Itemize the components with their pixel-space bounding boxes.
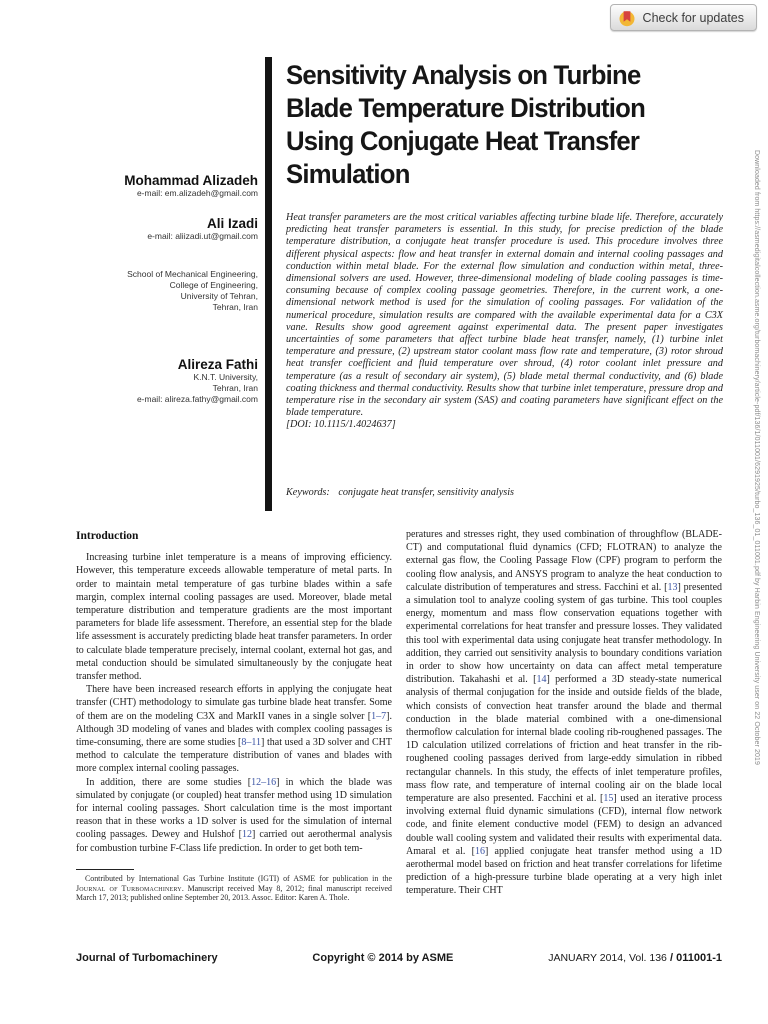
- paragraph-text: ] performed a 3D steady-state numerical analysis of thermal conjugation for the inside and outside fields of the blade, which consists of convection heat transfer around the blade and thermal conduction in the blade material combined with a one-dimensional thermoflow calculation for internal blade cooling rib-roughened passages. The 1D calculation utilized correlations of friction and heat transfer in the rib-roughened cooling passages derived from large-eddy simulation in ribbed rectangular channels. In this study, the effects of inlet temperature profiles, mass flow rate, and temperature of internal cooling air on the blade local temperature are also presented. Facchini et al. [: [406, 674, 722, 805]
- paragraph-text: peratures and stresses right, they used combination of throughflow (BLADE-CT) and computational fluid dynamics (CFD; FLOTRAN) to analyze the external gas flow, the Cooling Passage Flow (CPF) program to perform the cooling flow analysis, and ANSYS program to analyze the heat conduction to calculate distribution of temperatures and stress. Facchini et al. [: [406, 529, 722, 593]
- paragraph-text: In addition, there are some studies [: [86, 776, 252, 788]
- affiliation-line: College of Engineering,: [169, 280, 258, 290]
- author-name: Ali Izadi: [206, 216, 258, 231]
- body-columns: [76, 528, 722, 903]
- article-title-line: Blade Temperature Distribution: [286, 93, 646, 123]
- footnote-text: . Manuscript received May 8, 2012; final manuscript received March 17, 2013; published online September 20, 2013. Assoc. Editor: Karen A. Thole.: [76, 883, 392, 903]
- footnote-rule: [76, 869, 134, 870]
- citation-link[interactable]: 14: [536, 674, 547, 686]
- keywords-label: Keywords:: [286, 487, 330, 498]
- affiliation-line: K.N.T. University,: [193, 372, 258, 382]
- keywords: [286, 487, 723, 498]
- download-watermark: Downloaded from https://asmedigitalcollection.asme.org/turbomachinery/article-pdf/136/1/011001/6291925/turbo_136_01_011001.pdf by Harbin Engineering University user on 22 October 2019: [753, 150, 760, 765]
- paragraph-text: ] presented a simulation tool to analyze cooling system of gas turbine. This tool couples energy, momentum and mass flow conservation equations together with experimental correlations for heat transfer and pressure losses. They validated this tool with experimental data using conjugate heat transfer methodology. In addition, they carried out sensitivity analysis to boundary conditions variation in order to show how uncertainty on data can affect metal temperature distribution. Takahashi et al. [: [406, 581, 723, 686]
- abstract-text: Heat transfer parameters are the most critical variables affecting turbine blade life. Therefore, accurately predicting heat transfer parameters is essential. In this study, for precise prediction of the blade temperature distribution, a conjugate heat transfer procedure is used. This procedure involves three different physical aspects: flow and heat transfer in external domain and internal cooling passages and conduction within metal blade. For the external flow simulation and conduction within metal, three-dimensional solvers are used. However, three-dimensional modeling of blade cooling passages is time-consuming because of complex cooling passage geometries. Therefore, in the current work, a one-dimensional network method is used for the simulation of cooling passages. For validation of the numerical procedure, simulation results are compared with the available experimental data for a C3X vane. Results show good agreement against experimental data. The present paper investigates uncertainties of some parameters that affect turbine blade heat transfer, namely, (1) turbine inlet temperature and pressure, (2) upstream stator coolant mass flow rate and temperature, (3) rotor shroud heat transfer coefficient and fluid temperature over shroud, (4) rotor coolant inlet pressure and temperature (as a result of secondary air system), (5) blade metal thermal conductivity, and (6) blade coating thickness and thermal conductivity. Results show that turbine inlet temperature, pressure drop and temperature rise in the secondary air system (SAS) and coating parameters have significant effect on the blade temperature.: [286, 212, 723, 419]
- check-for-updates-button[interactable]: [610, 4, 757, 31]
- right-column: [406, 528, 722, 903]
- crossmark-icon: [618, 9, 636, 27]
- body-paragraph: [76, 776, 392, 855]
- footnote: [76, 874, 392, 903]
- left-column-text: [76, 551, 392, 855]
- title-divider-bar: [265, 57, 272, 511]
- doi-text: [DOI: 10.1115/1.4024637]: [286, 419, 396, 431]
- affiliation-line: University of Tehran,: [180, 291, 258, 301]
- author-email: e-mail: alireza.fathy@gmail.com: [136, 394, 258, 404]
- affiliation-line: School of Mechanical Engineering,: [127, 269, 258, 279]
- citation-link[interactable]: 12: [242, 829, 253, 841]
- article-title: [286, 59, 723, 191]
- citation-link[interactable]: 12–16: [251, 776, 277, 788]
- paragraph-text: ]. Although 3D modeling of vanes and blades with complex cooling passages is time-consuming, there are some studies [: [76, 710, 392, 749]
- author-name: Mohammad Alizadeh: [124, 173, 258, 188]
- article-title-line: Sensitivity Analysis on Turbine: [286, 60, 641, 90]
- citation-link[interactable]: 8–11: [241, 737, 261, 749]
- body-paragraph: [76, 551, 392, 683]
- footer-issue-page: [548, 952, 722, 964]
- body-paragraph: [76, 683, 392, 775]
- article-title-line: Simulation: [286, 159, 410, 189]
- author-block: [76, 173, 258, 405]
- paragraph-text: Increasing turbine inlet temperature is a means of improving efficiency. However, this temperature exceeds allowable temperature of metal parts. In order to maintain metal temperature of gas turbine blades within a safe margin, complex internal cooling passages are used. Moreover, blade metal temperature distribution and temperature gradients are the most important parameters for blade life assessment. Therefore, an essential step for the blade life assessment is accurately predicting blade heat transfer parameters. In order to calculate blade temperature precisely, internal coolant, external hot gas, and metal conduction should be simulated simultaneously by the conjugate heat transfer method.: [76, 552, 392, 683]
- paragraph-text: ] that used a 3D solver and CHT method to calculate the temperature distribution of vanes and blades with more complex internal cooling passages.: [76, 737, 392, 775]
- citation-link[interactable]: 13: [667, 581, 678, 593]
- article-title-line: Using Conjugate Heat Transfer: [286, 126, 640, 156]
- footer-separator: /: [669, 952, 674, 964]
- paragraph-text: ] applied conjugate heat transfer method using a 1D aerothermal model based on friction and heat transfer correlations for lifetime prediction of a high-pressure turbine blade operating at a very high inlet temperature. Their CHT: [406, 845, 723, 897]
- footnote-text: Contributed by International Gas Turbine Institute (IGTI) of ASME for publication in the: [85, 873, 392, 883]
- citation-link[interactable]: 16: [474, 845, 485, 857]
- section-heading-introduction: Introduction: [76, 530, 139, 542]
- affiliation-line: Tehran, Iran: [212, 302, 258, 312]
- keywords-text: conjugate heat transfer, sensitivity analysis: [338, 487, 515, 498]
- footer-issue: JANUARY 2014, Vol. 136: [548, 952, 667, 964]
- author-email: e-mail: em.alizadeh@gmail.com: [136, 188, 258, 198]
- check-for-updates-label: Check for updates: [642, 10, 744, 25]
- paragraph-text: ] in which the blade was simulated by conjugate (or coupled) heat transfer method using 1D simulation for internal cooling passages. Short calculation time is the most important reason that in these works a 1D solver is used for the simulation of internal cooling passages. Dewey and Hulshof [: [76, 776, 392, 841]
- paragraph-text: There have been increased research efforts in applying the conjugate heat transfer (CHT) methodology to simulate gas turbine blade heat transfer. Some of them are on the modeling C3X and MarkII vanes in a single solver [: [76, 684, 392, 722]
- body-paragraph: [406, 528, 722, 898]
- footnote-journal-name: Journal of Turbomachinery: [76, 883, 182, 893]
- footer-copyright: Copyright © 2014 by ASME: [312, 952, 454, 964]
- affiliation-line: Tehran, Iran: [212, 383, 258, 393]
- author-name: Alireza Fathi: [177, 357, 258, 372]
- paragraph-text: ] used an iterative process involving external fluid dynamic simulations (CFD), internal flow network code, and finite element conductive model (FEM) to design an advanced double wall cooling system and validated their results with experimental data. Amaral et al. [: [406, 793, 722, 857]
- abstract: [286, 212, 723, 432]
- left-column: [76, 528, 392, 903]
- page-footer: [76, 952, 722, 964]
- footer-journal-title: Journal of Turbomachinery: [76, 952, 218, 964]
- paragraph-text: ] carried out aerothermal analysis for combustion turbine F-Class life prediction. In order to get both tem-: [76, 829, 393, 854]
- author-email: e-mail: aliizadi.ut@gmail.com: [147, 231, 258, 241]
- footer-page-number: 011001-1: [676, 952, 722, 964]
- citation-link[interactable]: 1–7: [371, 710, 387, 722]
- right-column-text: [406, 528, 722, 898]
- citation-link[interactable]: 15: [603, 793, 614, 805]
